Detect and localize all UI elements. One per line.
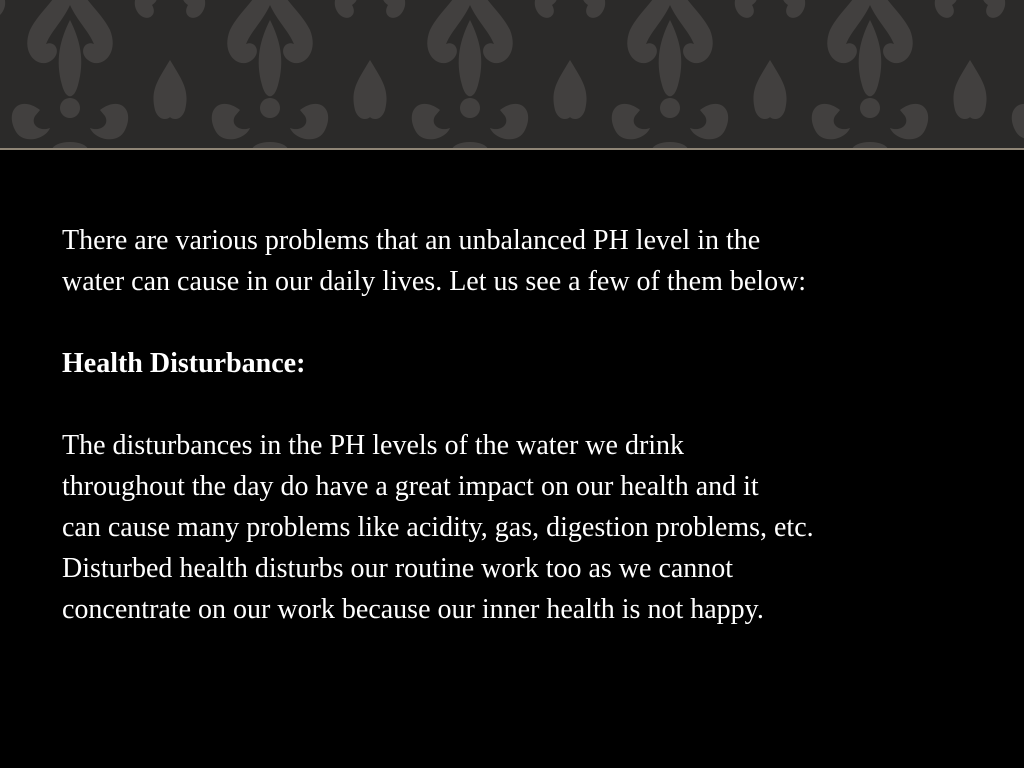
intro-paragraph bbox=[62, 220, 982, 302]
slide-content bbox=[62, 220, 982, 630]
body-line: Disturbed health disturbs our routine work too as we cannot bbox=[62, 553, 734, 584]
body-line: can cause many problems like acidity, gas, digestion problems, etc. bbox=[62, 512, 814, 543]
header-divider bbox=[0, 148, 1024, 150]
damask-header-band bbox=[0, 0, 1024, 148]
intro-line: water can cause in our daily lives. Let us see a few of them below: bbox=[62, 266, 807, 297]
body-line: throughout the day do have a great impact on our health and it bbox=[62, 471, 759, 502]
body-line: The disturbances in the PH levels of the water we drink bbox=[62, 430, 685, 461]
intro-line: There are various problems that an unbalanced PH level in the bbox=[62, 225, 761, 256]
body-line: concentrate on our work because our inner health is not happy. bbox=[62, 594, 764, 625]
damask-pattern-icon bbox=[0, 0, 1024, 148]
body-paragraph bbox=[62, 425, 982, 630]
section-heading: Health Disturbance: bbox=[62, 348, 306, 379]
